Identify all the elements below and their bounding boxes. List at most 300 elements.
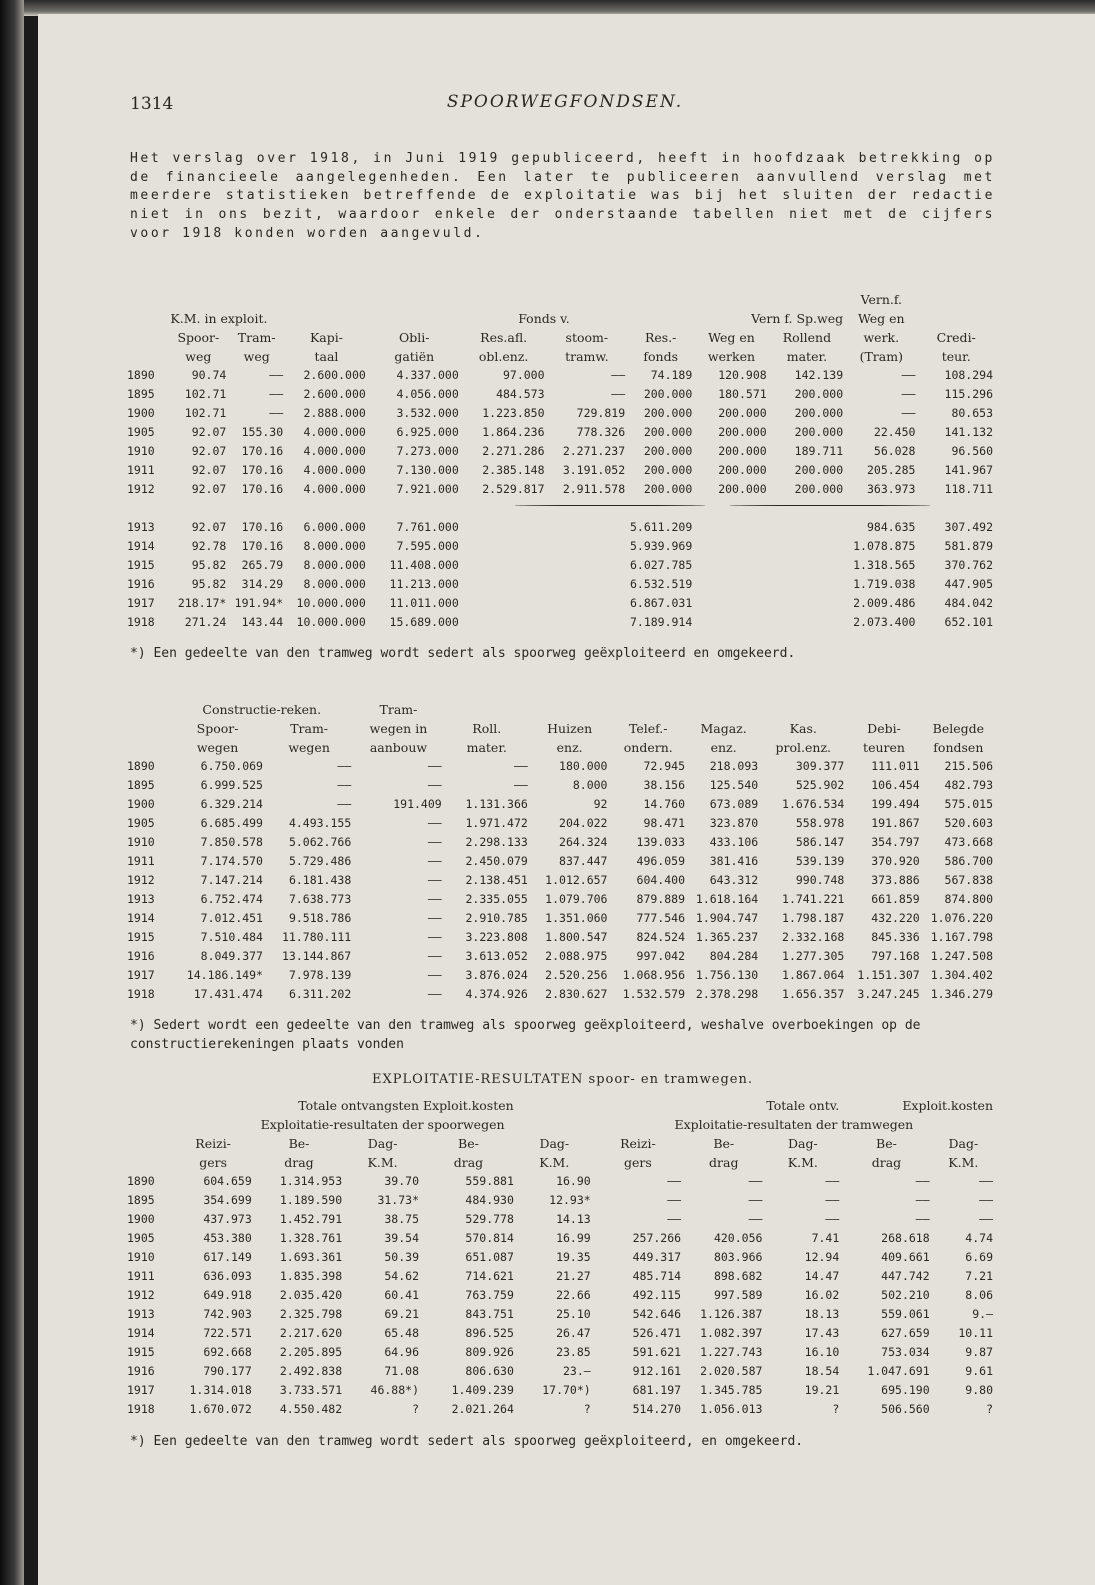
table-cell: 54.62	[384, 1269, 419, 1283]
table-row	[125, 461, 995, 480]
table-cell: 2.298.133	[465, 835, 528, 849]
row-year: 1916	[127, 577, 155, 591]
table-cell: 1.904.747	[695, 911, 759, 925]
row-year: 1916	[127, 1364, 155, 1378]
table-cell: 2.600.000	[303, 387, 366, 401]
row-year: 1900	[127, 406, 155, 420]
column-header: teuren	[863, 740, 905, 755]
table-cell: 1.351.060	[545, 911, 608, 925]
table-cell: 200.000	[718, 463, 767, 477]
table-cell: 200.000	[794, 482, 844, 496]
table-row	[125, 1229, 995, 1248]
column-header: drag	[709, 1155, 739, 1170]
table-cell: 4.337.000	[396, 368, 459, 382]
table-cell: 778.326	[576, 425, 626, 439]
table-cell: 2.088.975	[545, 949, 608, 963]
column-header: Obli-	[399, 330, 430, 345]
row-year: 1915	[127, 930, 155, 944]
table-cell: 636.093	[203, 1269, 252, 1283]
column-header: K.M.	[539, 1155, 570, 1170]
table-cell: ——	[427, 911, 442, 925]
table-cell: 118.711	[944, 482, 993, 496]
table-cell: ——	[427, 835, 442, 849]
table-cell: 200.000	[718, 444, 767, 458]
table-cell: 1.314.018	[189, 1383, 252, 1397]
table-cell: 200.000	[718, 482, 767, 496]
table-cell: 1.346.279	[930, 987, 993, 1001]
table-cell: 354.699	[203, 1193, 252, 1207]
column-header: Reizi-	[195, 1136, 231, 1151]
header-tram: Tram-	[379, 702, 418, 717]
column-header: wegen	[196, 740, 239, 755]
table-cell: 3.532.000	[396, 406, 459, 420]
table-cell: 170.16	[241, 444, 284, 458]
column-header: K.M.	[948, 1155, 979, 1170]
table-cell: 12.94	[804, 1250, 840, 1264]
table-cell: 19.21	[804, 1383, 840, 1397]
column-header: Debi-	[867, 721, 901, 736]
table-cell: 1.741.221	[782, 892, 845, 906]
table-cell: 11.780.111	[282, 930, 352, 944]
table-cell: 92	[593, 797, 608, 811]
table-exploitatie	[125, 1096, 995, 1419]
table-cell: 2.009.486	[853, 596, 916, 610]
table-cell: 90.74	[191, 368, 227, 382]
row-year: 1890	[127, 1174, 155, 1188]
brace-vern	[730, 505, 930, 507]
table-cell: 14.13	[556, 1212, 591, 1226]
table-cell: ——	[269, 368, 284, 382]
column-header: prol.enz.	[775, 740, 831, 755]
table-cell: 16.99	[556, 1231, 591, 1245]
table-cell: 496.059	[636, 854, 685, 868]
table-row	[125, 1400, 995, 1419]
table-cell: ——	[513, 778, 528, 792]
row-year: 1914	[127, 911, 155, 925]
table-cell: 111.011	[871, 759, 920, 773]
table-cell: 1.867.064	[782, 968, 845, 982]
table-cell: 529.778	[465, 1212, 514, 1226]
table-cell: 97.000	[502, 368, 545, 382]
table-cell: 170.16	[241, 520, 284, 534]
column-header: Kas.	[789, 721, 817, 736]
table-cell: 381.416	[709, 854, 759, 868]
table-cell: 6.867.031	[629, 596, 693, 610]
table-cell: 2.271.286	[482, 444, 545, 458]
table-cell: 3.613.052	[465, 949, 528, 963]
table-cell: 39.54	[384, 1231, 419, 1245]
header-fonds: Fonds v.	[518, 311, 570, 326]
column-header: Roll.	[472, 721, 502, 736]
table-cell: 581.879	[944, 539, 993, 553]
table-cell: 7.189.914	[629, 615, 693, 629]
column-header: tramw.	[565, 349, 609, 364]
table-cell: 804.284	[709, 949, 759, 963]
table-cell: 6.000.000	[303, 520, 366, 534]
table-cell: ——	[825, 1212, 840, 1226]
table-cell: 896.525	[465, 1326, 514, 1340]
table-row	[125, 1286, 995, 1305]
table-cell: 18.54	[804, 1364, 840, 1378]
page-number: 1314	[130, 94, 174, 114]
table-cell: 10.000.000	[296, 596, 366, 610]
row-year: 1911	[127, 854, 155, 868]
row-year: 1895	[127, 778, 155, 792]
table-cell: 6.999.525	[200, 778, 263, 792]
table-cell: 492.115	[632, 1288, 682, 1302]
table-cell: 16.02	[804, 1288, 840, 1302]
table-cell: 17.431.474	[193, 987, 263, 1001]
table-cell: 92.07	[191, 444, 227, 458]
table-cell: 38.75	[384, 1212, 419, 1226]
table-row	[125, 852, 995, 871]
table-cell: 180.571	[718, 387, 767, 401]
table-cell: 729.819	[576, 406, 626, 420]
row-year: 1900	[127, 1212, 155, 1226]
table-cell: ——	[269, 406, 284, 420]
table-cell: 2.021.264	[451, 1402, 514, 1416]
page-header	[130, 88, 1000, 118]
table-cell: 69.21	[384, 1307, 419, 1321]
table-cell: ——	[748, 1174, 763, 1188]
table-cell: 485.714	[632, 1269, 682, 1283]
table-cell: 506.560	[881, 1402, 930, 1416]
table-cell: 6.750.069	[200, 759, 263, 773]
table-cell: ——	[667, 1212, 682, 1226]
table-cell: 7.21	[965, 1269, 993, 1283]
column-header: werken	[707, 349, 756, 364]
table-cell: 1.670.072	[189, 1402, 252, 1416]
table-cell: ——	[825, 1174, 840, 1188]
table-cell: 8.049.377	[200, 949, 263, 963]
table-cell: 314.29	[241, 577, 284, 591]
table-cell: ?	[832, 1402, 840, 1416]
table-cell: 2.600.000	[303, 368, 366, 382]
table-cell: 271.24	[184, 615, 227, 629]
table-cell: 4.550.482	[279, 1402, 343, 1416]
table-cell: 542.646	[632, 1307, 682, 1321]
table-cell: 56.028	[873, 444, 916, 458]
table-cell: 264.324	[559, 835, 608, 849]
column-header: Res.afl.	[480, 330, 528, 345]
table-cell: 7.41	[811, 1231, 840, 1245]
column-header: K.M.	[787, 1155, 818, 1170]
table-row	[125, 1362, 995, 1381]
table-cell: 809.926	[465, 1345, 514, 1359]
table-row	[125, 1324, 995, 1343]
table-cell: 7.978.139	[288, 968, 352, 982]
table-cell: 142.139	[794, 368, 844, 382]
row-year: 1911	[127, 1269, 155, 1283]
table-cell: 3.223.808	[465, 930, 528, 944]
table-cell: 6.027.785	[629, 558, 693, 572]
table-cell: 16.90	[556, 1174, 591, 1188]
table-cell: 71.08	[384, 1364, 419, 1378]
table-cell: 92.07	[191, 425, 227, 439]
table-cell: 8.000	[572, 778, 608, 792]
table-cell: ?	[583, 1402, 591, 1416]
column-header: Reizi-	[620, 1136, 656, 1151]
table-cell: 102.71	[184, 387, 227, 401]
table-cell: 1.719.038	[853, 577, 916, 591]
table-cell: 141.967	[944, 463, 993, 477]
table-cell: ——	[427, 759, 442, 773]
table-cell: 80.653	[951, 406, 993, 420]
table-cell: 1.676.534	[782, 797, 845, 811]
table-cell: 6.329.214	[200, 797, 263, 811]
table-cell: 526.471	[632, 1326, 682, 1340]
table-cell: 2.035.420	[279, 1288, 343, 1302]
row-year: 1905	[127, 816, 155, 830]
table-cell: 7.174.570	[200, 854, 263, 868]
table-row	[125, 776, 995, 795]
table-cell: 92.78	[191, 539, 227, 553]
table-cell: ——	[513, 759, 528, 773]
table-cell: ——	[667, 1174, 682, 1188]
table-cell: 604.400	[636, 873, 685, 887]
table-cell: 1.304.402	[930, 968, 993, 982]
table-cell: 3.733.571	[279, 1383, 343, 1397]
header-km: K.M. in exploit.	[170, 311, 268, 326]
table-cell: 514.270	[632, 1402, 682, 1416]
table-cell: 473.668	[944, 835, 993, 849]
table-cell: 17.43	[804, 1326, 840, 1340]
column-header: Spoor-	[177, 330, 220, 345]
table-row	[125, 404, 995, 423]
column-header: wegen	[288, 740, 330, 755]
header-wegen: Weg en	[857, 311, 905, 326]
column-header: ondern.	[623, 740, 673, 755]
table-cell: 4.000.000	[303, 463, 366, 477]
table-cell: 96.560	[951, 444, 993, 458]
table-cell: 4.000.000	[303, 482, 366, 496]
table-cell: 31.73*	[377, 1193, 419, 1207]
table-cell: 14.47	[804, 1269, 840, 1283]
table-cell: 420.056	[713, 1231, 763, 1245]
table-cell: 18.13	[804, 1307, 840, 1321]
table-cell: 108.294	[944, 368, 993, 382]
table-cell: 1.971.472	[465, 816, 528, 830]
table-cell: 1.227.743	[700, 1345, 763, 1359]
table-cell: 2.492.838	[279, 1364, 343, 1378]
table-cell: 354.797	[871, 835, 920, 849]
table-cell: 1.693.361	[279, 1250, 343, 1264]
row-year: 1910	[127, 444, 155, 458]
table-row	[125, 1305, 995, 1324]
table-cell: 95.82	[191, 558, 227, 572]
table-cell: 837.447	[559, 854, 608, 868]
table-cell: 7.921.000	[396, 482, 459, 496]
column-header: fondsen	[933, 740, 984, 755]
row-year: 1915	[127, 558, 155, 572]
row-year: 1900	[127, 797, 155, 811]
table-cell: 6.752.474	[200, 892, 263, 906]
column-header: weg	[185, 349, 212, 364]
row-year: 1912	[127, 1288, 155, 1302]
column-header: enz.	[556, 740, 583, 755]
row-year: 1918	[127, 615, 155, 629]
table-cell: 437.973	[203, 1212, 252, 1226]
table-cell: 681.197	[632, 1383, 682, 1397]
table-cell: 323.870	[709, 816, 759, 830]
row-year: 1910	[127, 1250, 155, 1264]
table-cell: 806.630	[465, 1364, 514, 1378]
header-res-spoor: Exploitatie-resultaten der spoorwegen	[260, 1117, 505, 1132]
table-cell: 4.000.000	[303, 425, 366, 439]
table-cell: 845.336	[871, 930, 920, 944]
table-cell: 2.529.817	[482, 482, 545, 496]
table-cell: 559.061	[881, 1307, 930, 1321]
table-cell: ——	[611, 387, 626, 401]
table-cell: ——	[427, 892, 442, 906]
column-header: Tram-	[237, 330, 276, 345]
table-cell: 997.042	[636, 949, 685, 963]
table-cell: 1.047.691	[867, 1364, 930, 1378]
column-header: Res.-	[644, 330, 677, 345]
table-cell: 433.106	[709, 835, 759, 849]
table-cell: 14.186.149*	[186, 968, 263, 982]
table-cell: 2.830.627	[545, 987, 608, 1001]
table-row	[125, 795, 995, 814]
table-cell: 106.454	[871, 778, 920, 792]
table-cell: 643.312	[709, 873, 759, 887]
table-cell: 695.190	[881, 1383, 930, 1397]
table-cell: 1.012.657	[545, 873, 608, 887]
table-cell: ——	[748, 1212, 763, 1226]
table-cell: 5.062.766	[288, 835, 352, 849]
intro-paragraph: Het verslag over 1918, in Juni 1919 gepubliceerd, heeft in hoofdzaak betrekking op de financieele aangelegenheden. Een later te publiceeren aanvullend verslag met meerdere statistieken betreffende de exploitatie was bij het sluiten der redactie niet in ons bezit, waardoor enkele der onderstaande tabellen niet met de cijfers voor 1918 konden worden aangevuld.	[130, 151, 995, 241]
table-cell: 7.850.578	[200, 835, 263, 849]
row-year: 1917	[127, 596, 155, 610]
table-cell: 7.012.451	[200, 911, 263, 925]
row-year: 1918	[127, 987, 155, 1001]
table-cell: 1.365.237	[695, 930, 759, 944]
column-header: mater.	[786, 349, 828, 364]
table-cell: 558.978	[795, 816, 845, 830]
row-year: 1912	[127, 873, 155, 887]
table-cell: 139.033	[636, 835, 685, 849]
table-cell: 7.638.773	[288, 892, 352, 906]
table-cell: 912.161	[632, 1364, 682, 1378]
table-cell: 7.761.000	[396, 520, 459, 534]
table-cell: 191.409	[393, 797, 442, 811]
table-cell: 98.471	[643, 816, 685, 830]
table-cell: 1.223.850	[482, 406, 545, 420]
table-cell: 21.27	[556, 1269, 591, 1283]
table-cell: 9.518.786	[288, 911, 352, 925]
column-header: gatiën	[394, 349, 435, 364]
row-year: 1905	[127, 425, 155, 439]
table-cell: 763.759	[465, 1288, 514, 1302]
table-cell: 46.88*)	[370, 1383, 419, 1397]
table-cell: 1.131.366	[465, 797, 528, 811]
table-cell: 5.611.209	[629, 520, 693, 534]
column-header: enz.	[710, 740, 737, 755]
table-cell: 575.015	[944, 797, 993, 811]
table-cell: 6.311.202	[288, 987, 352, 1001]
table-cell: 4.493.155	[288, 816, 352, 830]
table-cell: 4.000.000	[303, 444, 366, 458]
column-header: teur.	[941, 349, 971, 364]
table-cell: 102.71	[184, 406, 227, 420]
table-cell: ——	[915, 1193, 930, 1207]
column-header: Tram-	[290, 721, 329, 736]
table-cell: 673.089	[709, 797, 759, 811]
table-cell: ——	[979, 1193, 993, 1207]
table-cell: ——	[901, 406, 916, 420]
table-cell: 200.000	[643, 444, 693, 458]
row-year: 1917	[127, 1383, 155, 1397]
brace-fonds	[515, 505, 705, 507]
table-cell: 26.47	[556, 1326, 591, 1340]
table-cell: 265.79	[241, 558, 284, 572]
table-cell: 19.35	[556, 1250, 591, 1264]
table-row	[125, 871, 995, 890]
table-cell: 1.656.357	[782, 987, 845, 1001]
book-spine	[0, 0, 24, 1585]
table-row	[125, 890, 995, 909]
table-cell: 1.328.761	[279, 1231, 343, 1245]
table-row	[125, 613, 995, 632]
table-cell: 200.000	[643, 482, 693, 496]
table-cell: 1.452.791	[279, 1212, 343, 1226]
table-row	[125, 480, 995, 499]
header-vern: Vern f. Sp.weg	[751, 311, 844, 326]
table-cell: ——	[337, 778, 352, 792]
table-cell: 803.966	[713, 1250, 763, 1264]
table-cell: 627.659	[881, 1326, 930, 1340]
header-res-tram: Exploitatie-resultaten der tramwegen	[674, 1117, 914, 1132]
table-cell: 370.920	[871, 854, 920, 868]
table-cell: ——	[915, 1174, 930, 1188]
table-cell: 1.126.387	[700, 1307, 763, 1321]
table-cell: 200.000	[643, 463, 693, 477]
table-cell: 753.034	[881, 1345, 930, 1359]
table-cell: 1.314.953	[279, 1174, 343, 1188]
table-row	[125, 947, 995, 966]
row-year: 1915	[127, 1345, 155, 1359]
table-cell: ——	[979, 1212, 993, 1226]
table-cell: 7.510.484	[200, 930, 263, 944]
table-cell: 990.748	[795, 873, 845, 887]
table-cell: 525.902	[795, 778, 845, 792]
table-cell: 409.661	[881, 1250, 930, 1264]
table-cell: 1.864.236	[482, 425, 545, 439]
column-header: Kapi-	[309, 330, 343, 345]
row-year: 1917	[127, 968, 155, 982]
column-header: Dag-	[787, 1136, 818, 1151]
table-cell: 714.621	[465, 1269, 514, 1283]
table-cell: 586.700	[944, 854, 993, 868]
table-cell: 777.546	[636, 911, 685, 925]
table-cell: 10.000.000	[296, 615, 366, 629]
table-cell: 447.905	[944, 577, 993, 591]
table-cell: ——	[901, 387, 916, 401]
row-year: 1895	[127, 1193, 155, 1207]
row-year: 1911	[127, 463, 155, 477]
column-header: Magaz.	[700, 721, 747, 736]
table-cell: 482.793	[944, 778, 993, 792]
running-title: SPOORWEGFONDSEN.	[446, 92, 684, 112]
row-year: 1910	[127, 835, 155, 849]
table-cell: ——	[915, 1212, 930, 1226]
table-cell: 370.762	[944, 558, 993, 572]
row-year: 1918	[127, 1402, 155, 1416]
table-cell: 484.573	[496, 387, 545, 401]
column-header: werk.	[863, 330, 900, 345]
column-header: drag	[453, 1155, 484, 1170]
table-cell: ——	[337, 759, 352, 773]
